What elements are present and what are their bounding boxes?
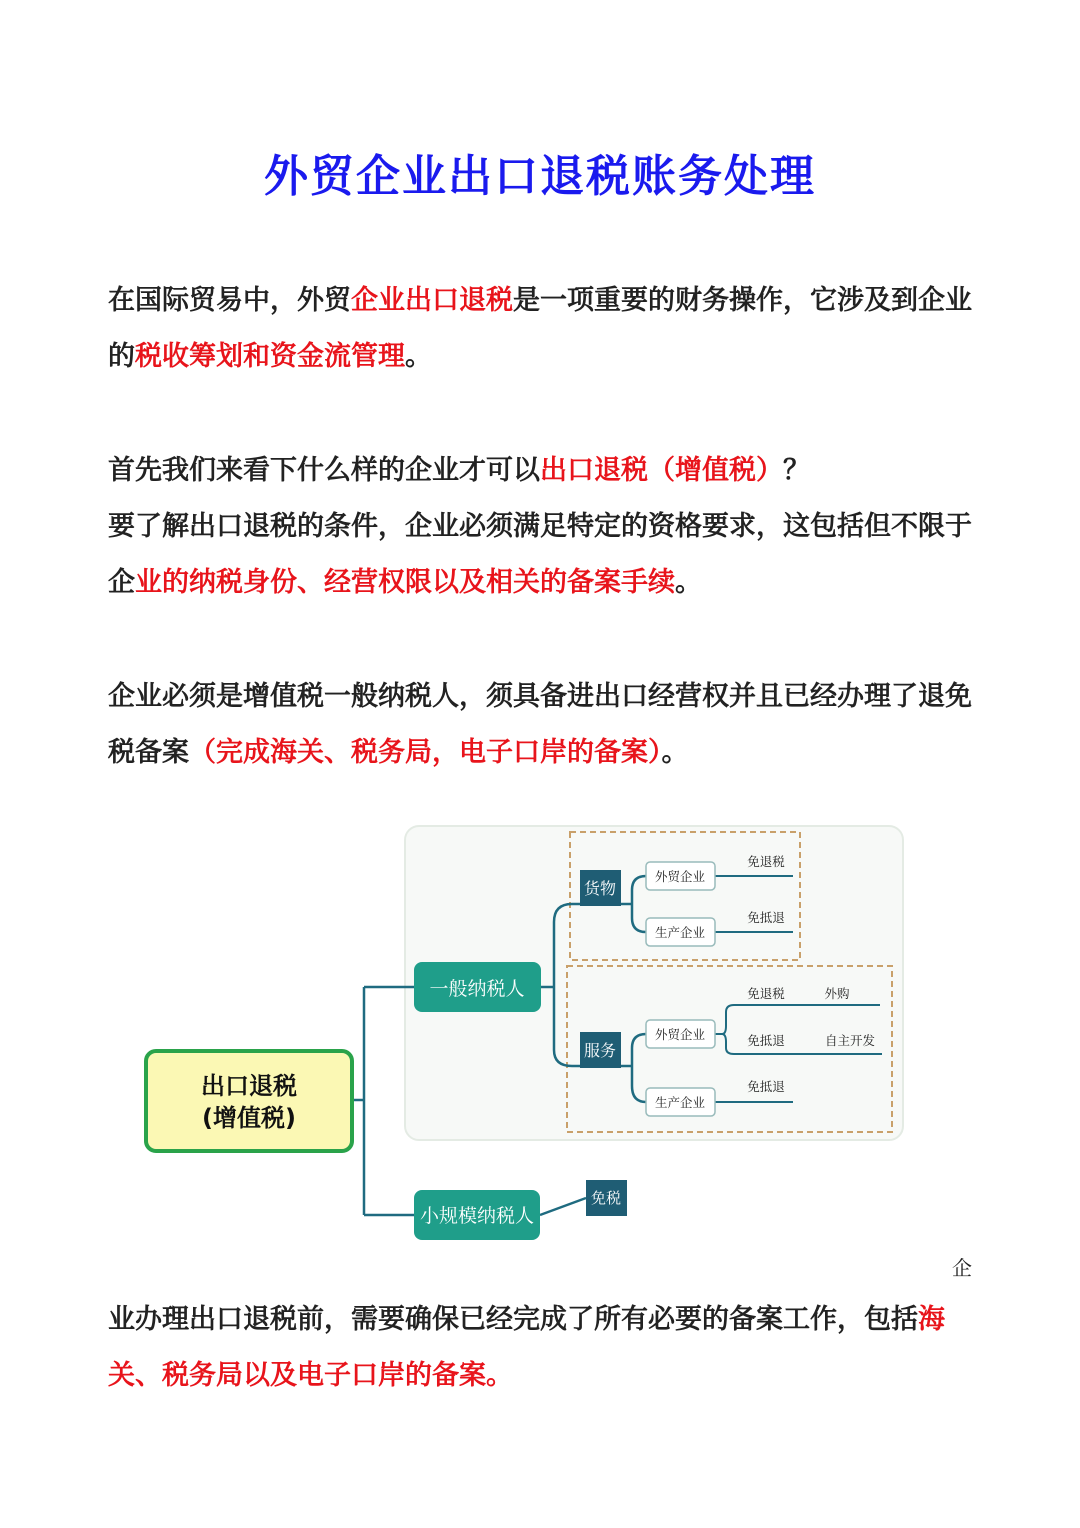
root-node (146, 1051, 352, 1151)
foreign-trade-label-2: 外贸企业 (654, 1027, 706, 1042)
conditions-text-f: 。 (675, 567, 702, 598)
intro-text-c: 是一项重要的财务操作，它涉及到企业的 (108, 285, 972, 372)
root-label-line1: 出口退税 (201, 1072, 297, 1100)
filing-highlight: 海关、税务局以及电子口岸的备案。 (108, 1304, 945, 1391)
production-label-2: 生产企业 (654, 1095, 706, 1110)
services-label: 服务 (583, 1041, 617, 1060)
foreign-trade-label-1: 外贸企业 (654, 869, 706, 884)
requirements-highlight-filing: （完成海关、税务局，电子口岸的备案） (189, 737, 662, 768)
exempt-offset-label-3: 免抵退 (747, 1079, 785, 1094)
production-label-1: 生产企业 (654, 925, 706, 940)
purchased-label: 外购 (824, 986, 850, 1001)
exempt-offset-label-2: 免抵退 (747, 1033, 785, 1048)
conditions-text-a: 首先我们来看下什么样的企业才可以 (108, 455, 540, 486)
page-title: 外贸企业出口退税账务处理 (264, 151, 816, 202)
tax-exempt-label: 免税 (590, 1189, 622, 1207)
conditions-highlight-status: 业的纳税身份、经营权限以及相关的备案手续 (135, 567, 675, 598)
exempt-refund-label-2: 免退税 (747, 986, 785, 1001)
conditions-text-c: ？ (783, 455, 810, 486)
intro-highlight-tax-planning: 税收筹划和资金流管理 (135, 341, 405, 372)
requirements-text-a: 企业必须是增值税一般纳税人，须具备进出口经营权并且已经办理了退免税备案 (108, 681, 972, 768)
intro-text-a: 在国际贸易中，外贸 (108, 285, 351, 316)
small-taxpayer-label: 小规模纳税人 (419, 1205, 535, 1227)
exempt-refund-label-1: 免退税 (747, 854, 785, 869)
intro-highlight-export-refund: 企业出口退税 (351, 285, 513, 316)
self-developed-label: 自主开发 (824, 1033, 876, 1048)
intro-text-e: 。 (405, 341, 432, 372)
page-break-char: 企 (952, 1256, 972, 1280)
root-label-line2: (增值税) (202, 1104, 296, 1132)
filing-text-a: 业办理出口退税前，需要确保已经完成了所有必要的备案工作，包括 (108, 1304, 918, 1335)
conditions-highlight-vat: 出口退税（增值税） (540, 455, 783, 486)
conditions-text-d: 要了解出口退税的条件，企业必须满足特定的资格要求，这包括但不限于企 (108, 511, 972, 598)
paragraph-filing (108, 1292, 988, 1404)
goods-label: 货物 (583, 879, 617, 898)
general-taxpayer-label: 一般纳税人 (429, 978, 525, 1000)
exempt-offset-label-1: 免抵退 (747, 910, 785, 925)
requirements-text-c: 。 (661, 737, 689, 768)
